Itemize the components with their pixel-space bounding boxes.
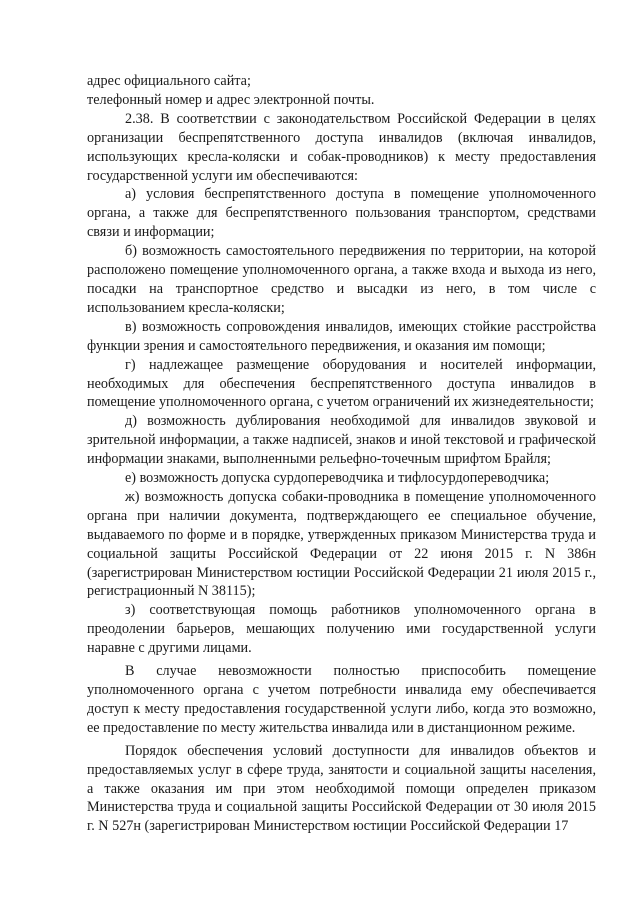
paragraph-2-38: 2.38. В соответствии с законодательством Российской Федерации в целях организации беспрепятственного доступа инвалидов (включая инвалидов, использующих кресла-коляски и собак-проводников) к месту предоставления государственной услуги им обеспечиваются:: [87, 110, 596, 184]
paragraph-item-e: е) возможность допуска сурдопереводчика и тифлосурдопереводчика;: [125, 470, 550, 487]
paragraph-item-g: г) надлежащее размещение оборудования и носителей информации, необходимых для обеспечения беспрепятственного доступа инвалидов в помещение уполномоченного органа, с учетом ограничений их жизнедеятельности;: [87, 356, 596, 411]
paragraph-item-a: а) условия беспрепятственного доступа в помещение уполномоченного органа, а также для беспрепятственного пользования транспортом, средствами связи и информации;: [87, 186, 596, 241]
paragraph-procedure: Порядок обеспечения условий доступности для инвалидов объектов и предоставляемых услуг в сфере труда, занятости и социальной защиты населения, а также оказания им при этом необходимой помощи определен приказом Министерства труда и социальной защиты Российской Федерации от 30 июля 2015 г. N 527н (зарегистрирован Министерством юстиции Российской Федерации 17: [87, 742, 596, 835]
paragraph-item-zh: ж) возможность допуска собаки-проводника в помещение уполномоченного органа при наличии документа, подтверждающего ее специальное обучение, выдаваемого по форме и в порядке, утвержденных приказом Министерства труда и социальной защиты Российской Федерации от 22 июня 2015 г. N 386н (зарегистрирован Министерством юстиции Российской Федерации 21 июля 2015 г., регистрационный N 38115);: [87, 488, 596, 600]
paragraph-item-v: в) возможность сопровождения инвалидов, имеющих стойкие расстройства функции зрения и самостоятельного передвижения, и оказания им помощи;: [87, 318, 596, 354]
paragraph-phone-email: телефонный номер и адрес электронной почты.: [87, 91, 375, 108]
paragraph-website: адрес официального сайта;: [87, 73, 251, 89]
paragraph-item-z: з) соответствующая помощь работников уполномоченного органа в преодолении барьеров, мешающих получению ими государственной услуги наравне с другими лицами.: [87, 602, 596, 657]
paragraph-item-b: б) возможность самостоятельного передвижения по территории, на которой расположено помещение уполномоченного органа, а также входа и выхода из него, посадки на транспортное средство и высадки из него, в том числе с использованием кресла-коляски;: [87, 243, 596, 316]
paragraph-item-d: д) возможность дублирования необходимой для инвалидов звуковой и зрительной информации, а также надписей, знаков и иной текстовой и графической информации знаками, выполненными рельефно-точечным шрифтом Брайля;: [87, 413, 596, 468]
paragraph-impossibility: В случае невозможности полностью приспособить помещение уполномоченного органа с учетом потребности инвалида ему обеспечивается доступ к месту предоставления государственной услуги либо, когда это возможно, ее предоставление по месту жительства инвалида или в дистанционном режиме.: [87, 663, 596, 736]
